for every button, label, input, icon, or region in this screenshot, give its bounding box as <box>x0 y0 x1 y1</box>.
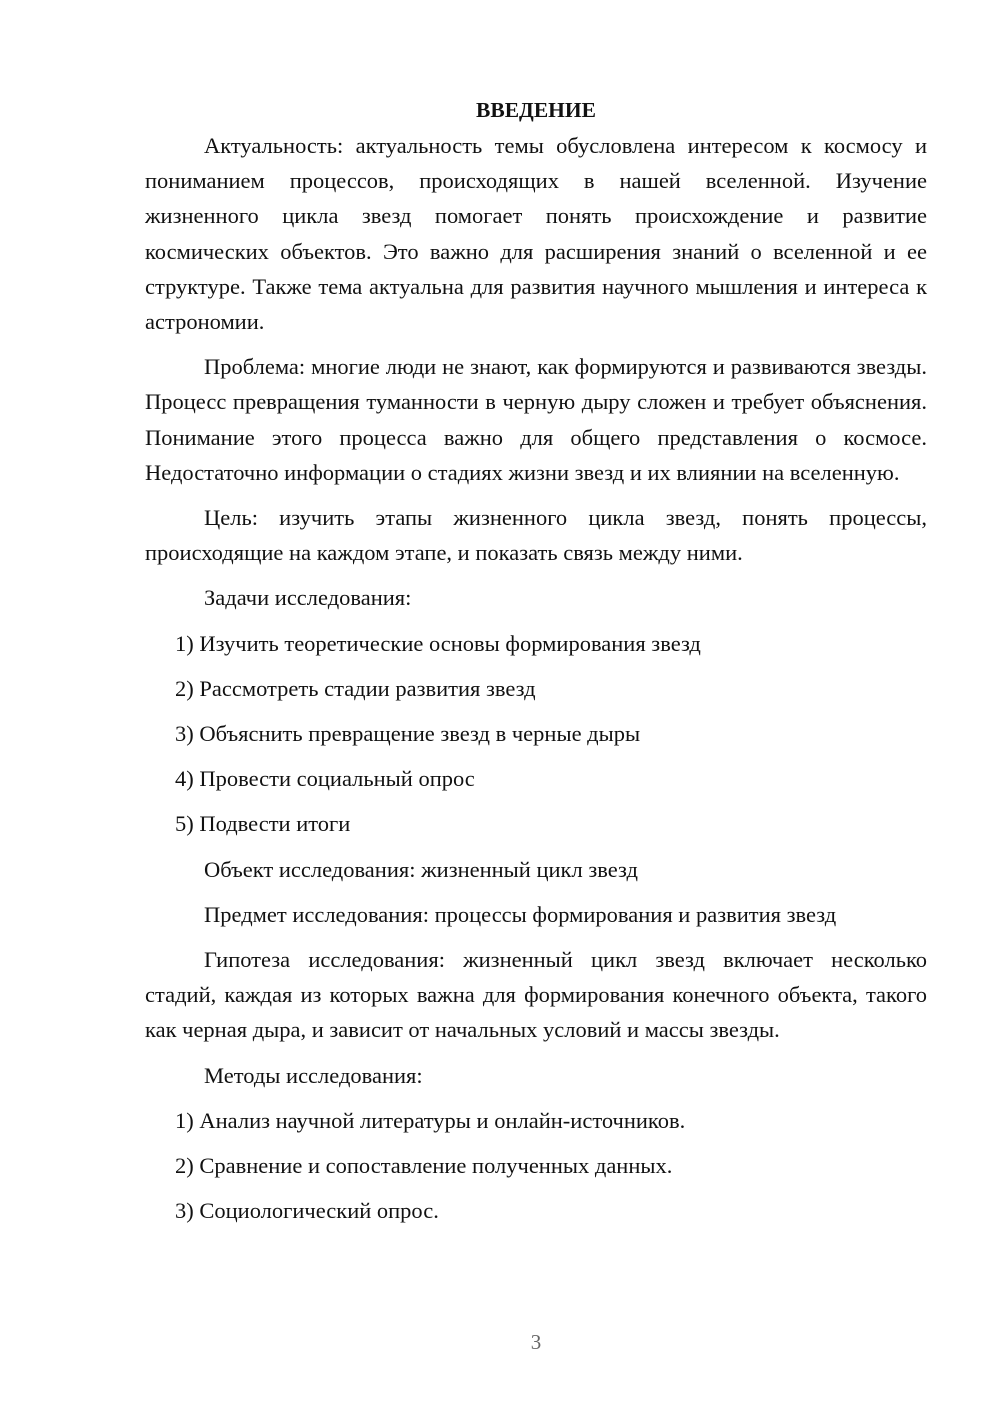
relevance-paragraph: Актуальность: актуальность темы обусловлена интересом к космосу и пониманием процессов, происходящих в нашей вселенной. Изучение жизненного цикла звезд помогает понять происхождение и развитие космических объектов. Это важно для расширения знаний о вселенной и ее структуре. Также тема актуальна для развития научного мышления и интереса к астрономии. <box>145 133 927 335</box>
task-item-3: 3) Объяснить превращение звезд в черные дыры <box>175 721 641 747</box>
method-item-1: 1) Анализ научной литературы и онлайн-источников. <box>175 1107 686 1133</box>
task-item-4: 4) Провести социальный опрос <box>175 766 475 792</box>
method-item-3: 3) Социологический опрос. <box>175 1198 439 1224</box>
tasks-heading: Задачи исследования: <box>204 585 412 611</box>
page-title: ВВЕДЕНИЕ <box>476 98 596 122</box>
hypothesis-paragraph: Гипотеза исследования: жизненный цикл звезд включает несколько стадий, каждая из которых важна для формирования конечного объекта, такого как черная дыра, и зависит от начальных условий и массы звезды. <box>145 947 927 1043</box>
page-number: 3 <box>530 1330 542 1354</box>
page-content <box>145 92 927 1238</box>
method-item-2: 2) Сравнение и сопоставление полученных данных. <box>175 1153 673 1179</box>
task-item-1: 1) Изучить теоретические основы формирования звезд <box>175 630 701 656</box>
object-paragraph: Объект исследования: жизненный цикл звезд <box>204 856 638 882</box>
subject-paragraph: Предмет исследования: процессы формирования и развития звезд <box>204 901 837 927</box>
task-item-2: 2) Рассмотреть стадии развития звезд <box>175 675 536 701</box>
goal-paragraph: Цель: изучить этапы жизненного цикла звезд, понять процессы, происходящие на каждом этапе, и показать связь между ними. <box>145 505 927 566</box>
problem-paragraph: Проблема: многие люди не знают, как формируются и развиваются звезды. Процесс превращения туманности в черную дыру сложен и требует объяснения. Понимание этого процесса важно для общего представления о космосе. Недостаточно информации о стадиях жизни звезд и их влиянии на вселенную. <box>145 354 927 485</box>
methods-heading: Методы исследования: <box>204 1062 423 1088</box>
task-item-5: 5) Подвести итоги <box>175 811 351 837</box>
